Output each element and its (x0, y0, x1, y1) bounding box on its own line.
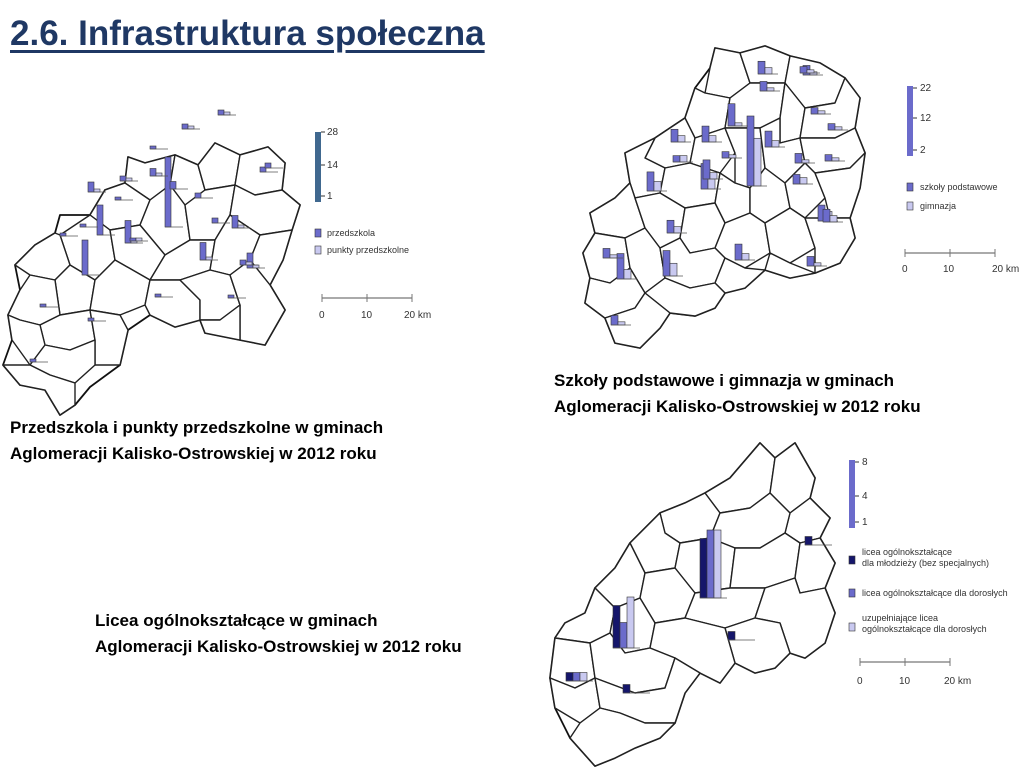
schools-scale-bar (907, 86, 913, 156)
bar-symbol (610, 255, 617, 258)
bar-symbol (195, 193, 201, 198)
bar-symbol (703, 160, 710, 179)
bar-symbol (40, 304, 46, 307)
bar-symbol (654, 181, 661, 191)
svg-text:20 km: 20 km (404, 310, 432, 321)
bar-symbol (647, 172, 654, 191)
svg-text:0: 0 (902, 264, 908, 275)
bar-symbol (150, 169, 156, 177)
preschool-scale-label: 28 (327, 127, 339, 138)
bar-symbol (253, 265, 259, 268)
bar-symbol (566, 673, 573, 682)
bar-symbol (772, 141, 779, 147)
lyceums-legend-item: ogólnokształcące dla dorosłych (862, 624, 987, 634)
bar-symbol (617, 254, 624, 279)
bar-symbol (620, 623, 627, 649)
bar-symbol (742, 254, 749, 260)
bar-symbol (238, 225, 244, 228)
schools-scale-label: 22 (920, 83, 932, 94)
bar-symbol (88, 318, 94, 321)
lyceums-map (535, 438, 1024, 768)
bar-symbol (802, 160, 809, 163)
bar-symbol (115, 197, 121, 200)
bar-symbol (82, 240, 88, 275)
bar-symbol (126, 178, 132, 181)
lyceums-legend-item: dla młodzieży (bez specjalnych) (862, 558, 990, 568)
lyceums-scale-label: 1 (862, 517, 868, 528)
schools-legend (902, 83, 1019, 275)
bar-symbol (765, 131, 772, 147)
bar-symbol (795, 153, 802, 163)
bar-symbol (188, 126, 194, 129)
preschool-caption: Przedszkola i punkty przedszkolne w gminach Aglomeracji Kalisko-Ostrowskiej w 2012 roku (10, 418, 384, 463)
bar-symbol (680, 156, 687, 162)
bar-symbol (707, 530, 714, 598)
bar-symbol (97, 205, 103, 235)
lyceums-scale-label: 8 (862, 457, 868, 468)
preschool-map (0, 65, 460, 465)
bar-symbol (30, 359, 36, 362)
bar-symbol (94, 189, 100, 192)
bar-symbol (80, 224, 86, 227)
schools-map-regions (583, 46, 865, 348)
bar-symbol (671, 129, 678, 142)
lyceums-legend (849, 457, 1008, 687)
preschool-scalebar (319, 294, 431, 321)
preschool-legend-item: przedszkola (327, 228, 376, 238)
bar-symbol (232, 216, 238, 229)
bar-symbol (735, 244, 742, 260)
bar-symbol (603, 248, 610, 258)
bar-symbol (228, 295, 234, 298)
lyceums-scalebar (857, 658, 971, 687)
bar-symbol (709, 136, 716, 142)
bar-symbol (150, 146, 156, 149)
bar-symbol (618, 322, 625, 325)
schools-scalebar (902, 249, 1019, 275)
svg-text:20 km: 20 km (992, 264, 1020, 275)
bar-symbol (224, 112, 230, 115)
bar-symbol (674, 227, 681, 233)
bar-symbol (200, 243, 206, 261)
bar-symbol (728, 632, 735, 641)
bar-symbol (758, 61, 765, 74)
bar-symbol (767, 88, 774, 91)
bar-symbol (811, 108, 818, 114)
lyceums-legend-item: licea ogólnokształcące dla dorosłych (862, 588, 1008, 598)
svg-text:0: 0 (319, 310, 325, 321)
bar-symbol (88, 182, 94, 192)
bar-symbol (728, 104, 735, 126)
svg-text:10: 10 (943, 264, 955, 275)
bar-symbol (832, 158, 839, 161)
bar-symbol (800, 67, 807, 73)
lyceums-legend-item: licea ogólnokształcące (862, 547, 953, 557)
schools-scale-label: 2 (920, 145, 926, 156)
bar-symbol (807, 70, 814, 73)
bar-symbol (670, 263, 677, 276)
bar-symbol (60, 233, 66, 236)
svg-text:10: 10 (361, 310, 373, 321)
preschool-legend-item: punkty przedszkolne (327, 245, 410, 255)
bar-symbol (627, 597, 634, 648)
bar-symbol (240, 260, 246, 265)
page-title: 2.6. Infrastruktura społeczna (10, 14, 485, 53)
bar-symbol (182, 124, 188, 129)
bar-symbol (710, 173, 717, 179)
bar-symbol (702, 126, 709, 142)
bar-symbol (823, 209, 830, 222)
bar-symbol (580, 673, 587, 682)
bar-symbol (246, 262, 252, 265)
bar-symbol (747, 116, 754, 186)
bar-symbol (156, 173, 162, 176)
bar-symbol (818, 111, 825, 114)
bar-symbol (700, 539, 707, 599)
bar-symbol (265, 163, 271, 168)
bar-symbol (611, 315, 618, 325)
bar-symbol (613, 606, 620, 649)
bar-symbol (714, 530, 721, 598)
bar-symbol (667, 220, 674, 233)
bar-symbol (800, 178, 807, 184)
svg-text:10: 10 (899, 676, 911, 687)
bar-symbol (814, 263, 821, 266)
bar-symbol (206, 257, 212, 260)
bar-symbol (678, 136, 685, 142)
bar-symbol (663, 251, 670, 276)
preschool-legend (315, 127, 431, 321)
bar-symbol (623, 685, 630, 694)
bar-symbol (828, 124, 835, 130)
lyceums-scale-bar (849, 460, 855, 528)
bar-symbol (760, 81, 767, 91)
schools-legend-item: szkoły podstawowe (920, 182, 998, 192)
bar-symbol (165, 157, 171, 227)
bar-symbol (835, 127, 842, 130)
bar-symbol (807, 256, 814, 266)
preschool-scale-bar (315, 132, 321, 202)
lyceums-legend-item: uzupełniające licea (862, 613, 939, 623)
bar-symbol (729, 155, 736, 158)
bar-symbol (136, 238, 142, 241)
bar-symbol (155, 294, 161, 297)
schools-caption: Szkoły podstawowe i gimnazja w gminach Aglomeracji Kalisko-Ostrowskiej w 2012 roku (554, 371, 921, 416)
bar-symbol (130, 238, 136, 241)
bar-symbol (765, 68, 772, 74)
bar-symbol (212, 218, 218, 223)
bar-symbol (830, 216, 837, 222)
bar-symbol (673, 156, 680, 162)
svg-text:0: 0 (857, 676, 863, 687)
schools-map (575, 38, 1024, 368)
preschool-scale-label: 1 (327, 191, 333, 202)
bar-symbol (624, 269, 631, 279)
lyceums-scale-label: 4 (862, 491, 868, 502)
bar-symbol (573, 673, 580, 682)
schools-scale-label: 12 (920, 113, 932, 124)
bar-symbol (247, 253, 253, 268)
lyceums-map-regions (550, 443, 835, 766)
bar-symbol (218, 110, 224, 115)
bar-symbol (754, 138, 761, 186)
bar-symbol (793, 174, 800, 184)
bar-symbol (805, 537, 812, 546)
preschool-scale-label: 14 (327, 160, 339, 171)
lyceums-caption: Licea ogólnokształcące w gminach Aglomeracji Kalisko-Ostrowskiej w 2012 roku (95, 611, 462, 656)
bar-symbol (735, 123, 742, 126)
bar-symbol (120, 176, 126, 181)
preschool-map-regions (3, 143, 300, 415)
bar-symbol (722, 152, 729, 158)
svg-text:20 km: 20 km (944, 676, 972, 687)
bar-symbol (825, 155, 832, 161)
bar-symbol (170, 182, 176, 190)
schools-legend-item: gimnazja (920, 201, 957, 211)
